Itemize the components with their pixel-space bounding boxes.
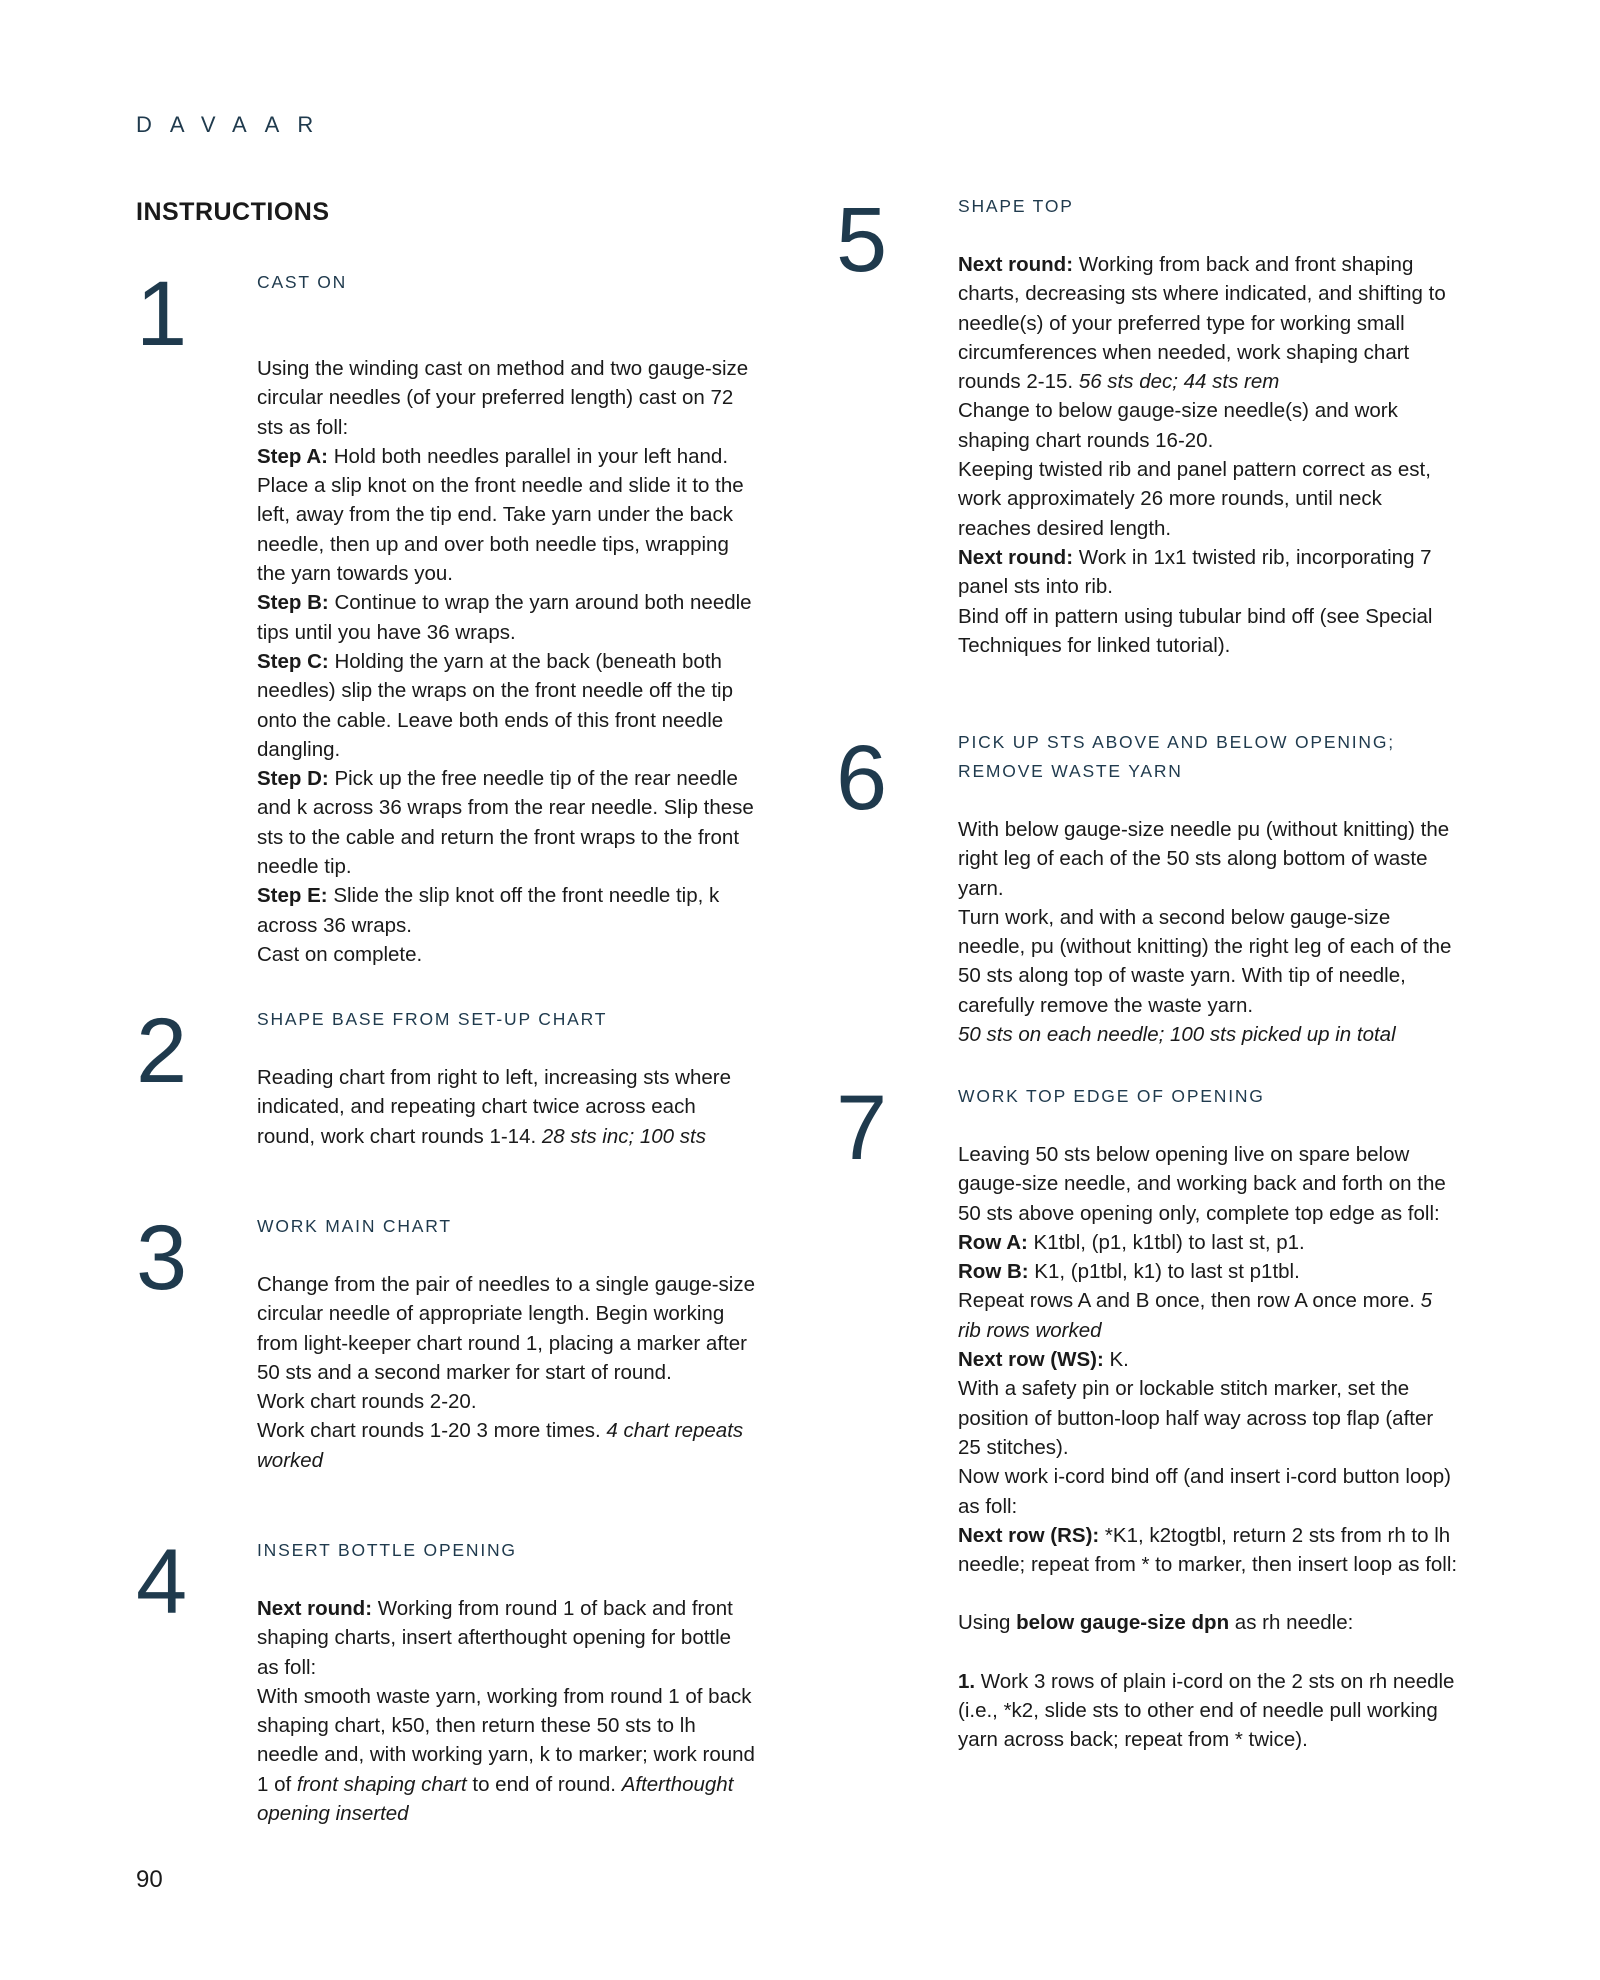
step-body — [958, 786, 1463, 1049]
step-paragraph: With smooth waste yarn, working from round 1 of back shaping chart, k50, then return these 50 sts to lh needle and, with working yarn, k to marker; work round 1 of front shaping chart to end of round. Afterthought opening inserted — [257, 1684, 755, 1826]
step-paragraph: Now work i-cord bind off (and insert i-cord button loop) as foll: — [958, 1465, 1451, 1518]
step-paragraph: Next row (WS): K. — [958, 1348, 1129, 1372]
step-number: 4 — [136, 1531, 188, 1633]
step-number: 7 — [836, 1077, 888, 1179]
step-paragraph: Step C: Holding the yarn at the back (beneath both needles) slip the wraps on the front needle off the tip onto the cable. Leave both ends of this front needle dangling. — [257, 649, 733, 761]
step-paragraph: Keeping twisted rib and panel pattern correct as est, work approximately 26 more rounds, until neck reaches desired length. — [958, 458, 1431, 540]
step-heading: SHAPE BASE FROM SET-UP CHART — [257, 1009, 608, 1029]
running-title: DAVAAR — [136, 112, 332, 137]
step-paragraph: Step D: Pick up the free needle tip of the rear needle and k across 36 wraps from the rear needle. Slip these sts to the cable and return the front wraps to the front needle tip. — [257, 767, 754, 879]
step-paragraph: Next row (RS): *K1, k2togtbl, return 2 sts from rh to lh needle; repeat from * to marker, then insert loop as foll: — [958, 1523, 1458, 1577]
step-heading-line: PICK UP STS ABOVE AND BELOW OPENING; — [958, 732, 1395, 752]
step-paragraph: Using the winding cast on method and two gauge-size circular needles (of your preferred length) cast on 72 sts as foll: — [257, 357, 749, 439]
page-number: 90 — [136, 1866, 163, 1893]
step-body — [257, 1034, 737, 1151]
step-paragraph: Reading chart from right to left, increasing sts where indicated, and repeating chart twice across each round, work chart rounds 1-14. 28 sts inc; 100 sts — [257, 1066, 731, 1148]
step-paragraph: Next round: Working from back and front shaping charts, decreasing sts where indicated, and shifting to needle(s) of your preferred type for working small circumferences when needed, work shaping chart rounds 2-15. 56 sts dec; 44 sts rem — [958, 253, 1446, 394]
step-body — [958, 1111, 1458, 1755]
step-paragraph: Row B: K1, (p1tbl, k1) to last st p1tbl. — [958, 1260, 1300, 1284]
step-paragraph: Change from the pair of needles to a single gauge-size circular needle of appropriate length. Begin working from light-keeper chart round 1, placing a marker after 50 sts and a second marker for start of round. — [257, 1273, 756, 1384]
step-paragraph: Next round: Work in 1x1 twisted rib, incorporating 7 panel sts into rib. — [958, 545, 1432, 599]
step-paragraph: With a safety pin or lockable stitch marker, set the position of button-loop half way across top flap (after 25 stitches). — [958, 1377, 1434, 1459]
step-paragraph: Bind off in pattern using tubular bind off (see Special Techniques for linked tutorial). — [958, 604, 1433, 657]
step-number: 5 — [836, 189, 888, 291]
step-paragraph: Step B: Continue to wrap the yarn around both needle tips until you have 36 wraps. — [257, 591, 752, 644]
step-heading: WORK MAIN CHART — [257, 1216, 452, 1236]
step-paragraph: Row A: K1tbl, (p1, k1tbl) to last st, p1. — [958, 1230, 1305, 1254]
step-heading: WORK TOP EDGE OF OPENING — [958, 1086, 1265, 1106]
step-number: 3 — [136, 1207, 188, 1309]
step-heading: INSERT BOTTLE OPENING — [257, 1540, 517, 1560]
step-body — [257, 1241, 757, 1475]
step-heading: CAST ON — [257, 272, 348, 292]
step-body — [958, 221, 1458, 660]
step-paragraph: Work chart rounds 2-20. — [257, 1390, 477, 1414]
step-number: 1 — [136, 263, 188, 365]
step-paragraph: Cast on complete. — [257, 942, 423, 966]
step-paragraph: Step A: Hold both needles parallel in your left hand. Place a slip knot on the front needle and slide it to the left, away from the tip end. Take yarn under the back needle, then up and over both needle tips, wrapping the yarn towards you. — [257, 444, 744, 586]
step-paragraph: Step E: Slide the slip knot off the front needle tip, k across 36 wraps. — [257, 884, 720, 937]
step-paragraph: Work chart rounds 1-20 3 more times. 4 chart repeats worked — [257, 1419, 744, 1472]
step-paragraph: With below gauge-size needle pu (without knitting) the right leg of each of the 50 sts along bottom of waste yarn. — [958, 818, 1450, 900]
step-body — [257, 1565, 757, 1828]
step-heading: SHAPE TOP — [958, 196, 1074, 216]
step-paragraph: 50 sts on each needle; 100 sts picked up in total — [958, 1023, 1396, 1047]
step-heading-line: REMOVE WASTE YARN — [958, 761, 1183, 781]
step-body — [257, 325, 757, 969]
step-paragraph: Turn work, and with a second below gauge-size needle, pu (without knitting) the right leg of each of the 50 sts along top of waste yarn. With tip of needle, carefully remove the waste yarn. — [958, 905, 1452, 1017]
step-heading — [958, 728, 1395, 786]
step-paragraph: Using below gauge-size dpn as rh needle: — [958, 1611, 1354, 1635]
step-paragraph: Next round: Working from round 1 of back and front shaping charts, insert afterthought opening for bottle as foll: — [257, 1597, 733, 1679]
step-paragraph: Repeat rows A and B once, then row A once more. 5 rib rows worked — [958, 1289, 1433, 1342]
step-paragraph: Change to below gauge-size needle(s) and work shaping chart rounds 16-20. — [958, 399, 1398, 452]
step-paragraph: 1. Work 3 rows of plain i-cord on the 2 sts on rh needle (i.e., *k2, slide sts to other end of needle pull working yarn across back; repeat from * twice). — [958, 1669, 1455, 1752]
section-title: INSTRUCTIONS — [136, 198, 330, 226]
step-paragraph: Leaving 50 sts below opening live on spare below gauge-size needle, and working back and forth on the 50 sts above opening only, complete top edge as foll: — [958, 1143, 1446, 1225]
step-number: 2 — [136, 1000, 188, 1102]
step-number: 6 — [836, 727, 888, 829]
